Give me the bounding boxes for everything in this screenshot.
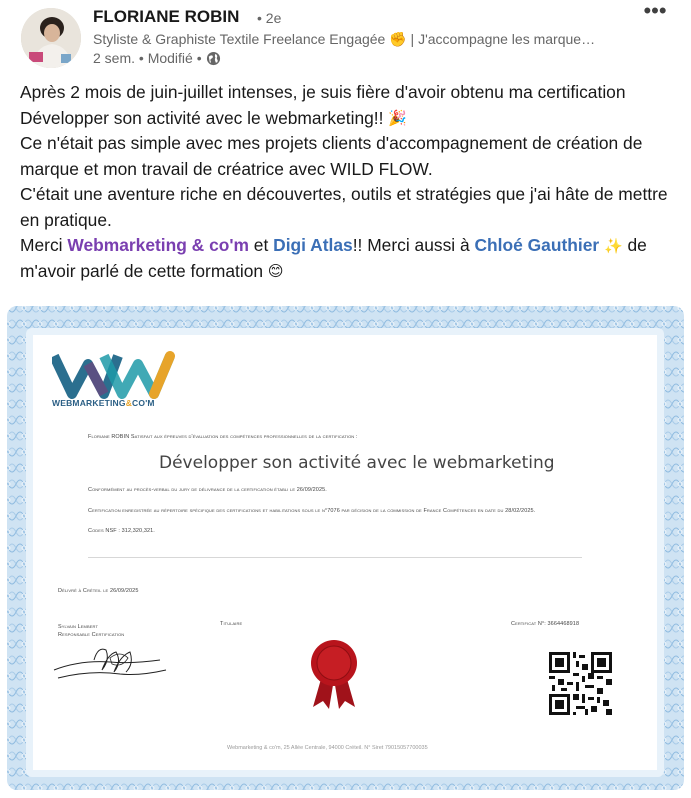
post-timestamp: 2 sem. • Modifié • — [93, 50, 202, 66]
logo-wordmark — [52, 398, 155, 408]
text-segment: marque et mon travail de créatrice avec WILD FLOW. — [20, 158, 433, 179]
smile-emoji-icon: 😊 — [267, 263, 284, 281]
post-meta — [93, 50, 221, 66]
mention-chloe-gauthier[interactable]: Chloé Gauthier — [474, 235, 600, 255]
party-popper-icon: 🎉 — [388, 110, 407, 128]
certificate-nsf-codes: Codes NSF : 312,320,321. — [88, 528, 155, 534]
connection-degree: • 2e — [257, 10, 282, 26]
sparkles-icon: ✨ — [603, 237, 623, 255]
text-segment: C'était une aventure riche en découvertes, outils et stratégies que j'ai hâte de mettre — [20, 184, 668, 204]
profile-photo — [21, 8, 81, 68]
more-options-button[interactable]: ••• — [643, 0, 667, 23]
text-line — [20, 182, 675, 208]
mention-webmarketing-com[interactable]: Webmarketing & co'm — [67, 235, 249, 255]
text-segment: Merci — [20, 235, 68, 255]
text-segment: et — [248, 235, 274, 255]
text-segment: Développer son activité avec le webmarketing!! — [20, 107, 389, 128]
text-line — [20, 106, 675, 132]
text-line — [20, 157, 675, 183]
post-text — [20, 80, 675, 284]
post-header — [0, 0, 691, 72]
certificate-title: Développer son activité avec le webmarketing — [159, 453, 555, 473]
globe-icon — [206, 51, 221, 66]
author-name[interactable]: FLORIANE ROBIN — [93, 7, 240, 26]
text-line — [20, 80, 675, 106]
logo-text-end: CO'M — [132, 398, 155, 408]
text-line — [20, 208, 675, 234]
logo-text-main: WEBMARKETING — [52, 398, 126, 408]
certificate-registration: Certification enregistrée au répertoire spécifique des certifications et habilitations sous le n°7076 par décision de la commission de France Compétences en date du 28/02/2025. — [88, 508, 536, 514]
text-segment: en pratique. — [20, 209, 112, 230]
certificate-number: Certificat N°: 3664468918 — [511, 621, 580, 627]
logo-text-accent: & — [125, 398, 133, 408]
text-line — [20, 233, 675, 259]
text-segment: m'avoir parlé de cette formation — [20, 260, 268, 281]
certificate-conformity: Conformément au procès-verbal du jury de délivrance de la certification établi le 26/09/2025. — [88, 487, 327, 493]
certificate-intro: Floriane ROBIN Satisfait aux épreuves d'évaluation des compétences professionnelles de la certification : — [88, 434, 358, 440]
signer-role: Responsable Certification — [58, 632, 125, 638]
handwritten-signature — [50, 640, 170, 690]
text-segment: Ce n'était pas simple avec mes projets clients d'accompagnement de création de — [20, 133, 643, 153]
text-segment: Après 2 mois de juin-juillet intenses, je suis fière d'avoir obtenu ma certification — [20, 82, 626, 102]
qr-code-icon — [549, 652, 612, 715]
red-seal-icon — [305, 639, 363, 709]
certificate-issue-date: Délivré à Créteil le 26/09/2025 — [58, 588, 139, 594]
author-headline: Styliste & Graphiste Textile Freelance Engagée ✊ | J'accompagne les marque… — [93, 31, 596, 47]
certificate-divider — [88, 557, 582, 558]
mention-digi-atlas[interactable]: Digi Atlas — [273, 235, 353, 255]
text-segment: !! Merci aussi à — [352, 235, 475, 255]
text-line — [20, 259, 675, 285]
author-avatar[interactable] — [21, 8, 81, 68]
signer-name: Sylvain Lembert — [58, 624, 98, 630]
text-segment: de — [622, 235, 647, 255]
holder-label: Titulaire — [220, 621, 243, 627]
certificate-footer: Webmarketing & co'm, 25 Allée Centrale, 94000 Créteil. N° Siret 79015057700035 — [227, 745, 428, 751]
text-line — [20, 131, 675, 157]
